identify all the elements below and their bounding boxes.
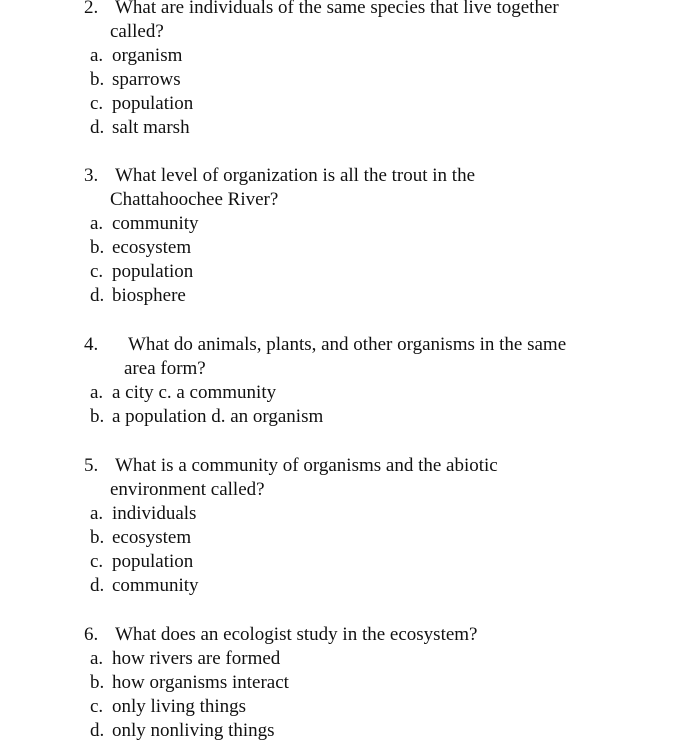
question-number: 6.: [84, 624, 99, 645]
question-stem: What do animals, plants, and other organisms in the same: [128, 334, 567, 355]
option-a: a. community: [90, 213, 199, 234]
question-stem: What level of organization is all the trout in the: [115, 165, 476, 186]
question-stem-continued: called?: [110, 21, 164, 42]
option-c: c. only living things: [90, 696, 247, 717]
option-a: a. organism: [90, 45, 183, 66]
option-c: c. population: [90, 261, 194, 282]
question-stem-continued: Chattahoochee River?: [110, 189, 279, 210]
option-b: b. ecosystem: [90, 527, 192, 548]
option-d: d. biosphere: [90, 285, 186, 306]
option-b: b. ecosystem: [90, 237, 192, 258]
question-number: 5.: [84, 455, 99, 476]
question-number: 4.: [84, 334, 99, 355]
option-row-1: a. a city c. a community: [90, 382, 277, 403]
option-c: c. population: [90, 551, 194, 572]
question-stem: What are individuals of the same species that live together: [115, 0, 559, 18]
option-b: b. sparrows: [90, 69, 181, 90]
question-stem-continued: area form?: [124, 358, 206, 379]
option-d: d. salt marsh: [90, 117, 190, 138]
option-a: a. how rivers are formed: [90, 648, 281, 669]
question-number: 2.: [84, 0, 99, 18]
question-stem-continued: environment called?: [110, 479, 265, 500]
option-c: c. population: [90, 93, 194, 114]
option-d: d. community: [90, 575, 199, 596]
question-stem: What does an ecologist study in the ecosystem?: [115, 624, 478, 645]
question-stem: What is a community of organisms and the abiotic: [115, 455, 498, 476]
option-row-2: b. a population d. an organism: [90, 406, 324, 427]
option-d: d. only nonliving things: [90, 720, 275, 741]
option-a: a. individuals: [90, 503, 197, 524]
option-b: b. how organisms interact: [90, 672, 289, 693]
question-number: 3.: [84, 165, 99, 186]
